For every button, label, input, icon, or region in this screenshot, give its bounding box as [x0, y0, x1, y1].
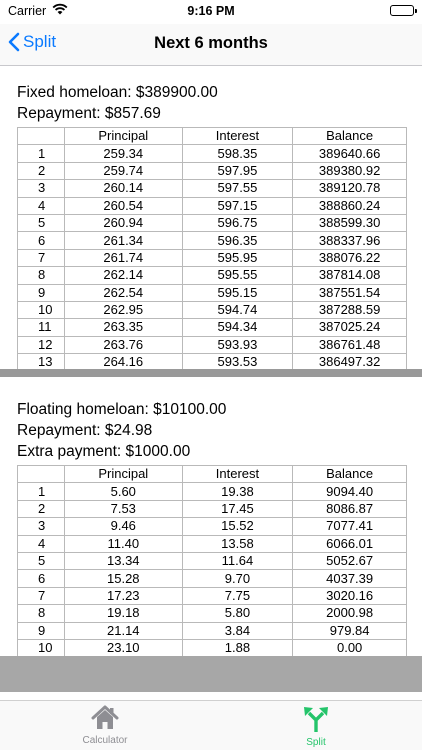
column-header: Interest	[182, 128, 293, 145]
floating-loan-table	[17, 465, 407, 657]
table-cell: 259.34	[64, 145, 182, 162]
tab-split-label: Split	[306, 737, 326, 748]
floating-loan-title: Floating homeloan: $10100.00	[17, 401, 227, 418]
table-cell: 17.23	[64, 587, 182, 604]
floating-loan-repayment: Repayment: $24.98	[17, 422, 153, 439]
table-cell: 389640.66	[293, 145, 407, 162]
column-header: Balance	[293, 128, 407, 145]
row-number: 10	[18, 301, 65, 318]
table-cell: 9.46	[64, 518, 182, 535]
table-cell: 7077.41	[293, 518, 407, 535]
table-cell: 259.74	[64, 162, 182, 179]
row-number: 7	[18, 249, 65, 266]
table-cell: 979.84	[293, 622, 407, 639]
table-cell: 11.40	[64, 535, 182, 552]
table-row	[18, 500, 407, 517]
column-header: Principal	[64, 466, 182, 483]
fixed-loan-title: Fixed homeloan: $389900.00	[17, 84, 218, 101]
table-cell: 595.55	[182, 267, 293, 284]
table-row	[18, 639, 407, 656]
row-number: 7	[18, 587, 65, 604]
table-cell: 13.58	[182, 535, 293, 552]
row-number: 5	[18, 552, 65, 569]
table-row	[18, 570, 407, 587]
row-number: 2	[18, 162, 65, 179]
table-cell: 594.74	[182, 301, 293, 318]
table-row	[18, 319, 407, 336]
navigation-bar	[0, 24, 422, 66]
table-row	[18, 622, 407, 639]
table-cell: 387551.54	[293, 284, 407, 301]
table-row	[18, 483, 407, 500]
table-row	[18, 180, 407, 197]
table-cell: 263.76	[64, 336, 182, 353]
table-row	[18, 249, 407, 266]
house-icon	[90, 705, 120, 731]
split-arrows-icon	[302, 705, 330, 733]
row-number: 11	[18, 319, 65, 336]
floating-loan-section	[0, 399, 422, 462]
table-cell: 387025.24	[293, 319, 407, 336]
column-header: Principal	[64, 128, 182, 145]
table-cell: 388076.22	[293, 249, 407, 266]
table-row	[18, 336, 407, 353]
table-row	[18, 214, 407, 231]
floating-loan-extra-payment: Extra payment: $1000.00	[17, 443, 191, 460]
table-cell: 7.53	[64, 500, 182, 517]
table-cell: 261.74	[64, 249, 182, 266]
table-cell: 260.54	[64, 197, 182, 214]
table-cell: 17.45	[182, 500, 293, 517]
table-cell: 596.75	[182, 214, 293, 231]
table-cell: 3020.16	[293, 587, 407, 604]
table-row	[18, 162, 407, 179]
table-cell: 262.95	[64, 301, 182, 318]
table-cell: 8086.87	[293, 500, 407, 517]
table-cell: 9094.40	[293, 483, 407, 500]
table-cell: 13.34	[64, 552, 182, 569]
section-divider	[0, 369, 422, 377]
table-cell: 389120.78	[293, 180, 407, 197]
table-cell: 19.18	[64, 605, 182, 622]
table-cell: 15.28	[64, 570, 182, 587]
tab-bar	[0, 700, 422, 750]
table-row	[18, 535, 407, 552]
row-number: 4	[18, 535, 65, 552]
column-header: Balance	[293, 466, 407, 483]
table-cell: 263.35	[64, 319, 182, 336]
table-cell: 264.16	[64, 354, 182, 371]
row-number: 2	[18, 500, 65, 517]
row-number: 12	[18, 336, 65, 353]
table-cell: 387814.08	[293, 267, 407, 284]
table-cell: 4037.39	[293, 570, 407, 587]
table-cell: 11.64	[182, 552, 293, 569]
battery-icon	[390, 5, 414, 16]
table-cell: 595.95	[182, 249, 293, 266]
table-row	[18, 605, 407, 622]
table-row	[18, 232, 407, 249]
fixed-loan-section	[0, 82, 422, 124]
column-header	[18, 466, 65, 483]
table-cell: 6066.01	[293, 535, 407, 552]
table-cell: 386761.48	[293, 336, 407, 353]
tab-split[interactable]	[266, 705, 366, 748]
row-number: 8	[18, 605, 65, 622]
table-cell: 593.93	[182, 336, 293, 353]
table-cell: 7.75	[182, 587, 293, 604]
row-number: 1	[18, 145, 65, 162]
carrier-label: Carrier	[8, 4, 47, 18]
table-row	[18, 552, 407, 569]
row-number: 8	[18, 267, 65, 284]
table-row	[18, 267, 407, 284]
fixed-loan-repayment: Repayment: $857.69	[17, 105, 161, 122]
table-cell: 5.60	[64, 483, 182, 500]
table-cell: 597.95	[182, 162, 293, 179]
table-cell: 598.35	[182, 145, 293, 162]
table-cell: 260.14	[64, 180, 182, 197]
clock: 9:16 PM	[187, 4, 235, 18]
table-cell: 5.80	[182, 605, 293, 622]
table-row	[18, 145, 407, 162]
table-row	[18, 587, 407, 604]
row-number: 6	[18, 232, 65, 249]
table-cell: 262.54	[64, 284, 182, 301]
table-row	[18, 301, 407, 318]
table-cell: 261.34	[64, 232, 182, 249]
status-bar	[0, 0, 422, 24]
table-row	[18, 518, 407, 535]
table-cell: 0.00	[293, 639, 407, 656]
table-cell: 388337.96	[293, 232, 407, 249]
table-cell: 594.34	[182, 319, 293, 336]
table-cell: 387288.59	[293, 301, 407, 318]
back-label: Split	[23, 32, 57, 51]
page-title: Next 6 months	[154, 34, 268, 52]
row-number: 3	[18, 180, 65, 197]
table-cell: 5052.67	[293, 552, 407, 569]
column-header	[18, 128, 65, 145]
row-number: 5	[18, 214, 65, 231]
table-cell: 597.55	[182, 180, 293, 197]
bottom-gray-area	[0, 656, 422, 692]
fixed-loan-table	[17, 127, 407, 371]
row-number: 10	[18, 639, 65, 656]
table-cell: 593.53	[182, 354, 293, 371]
row-number: 3	[18, 518, 65, 535]
row-number: 9	[18, 622, 65, 639]
table-cell: 260.94	[64, 214, 182, 231]
table-cell: 386497.32	[293, 354, 407, 371]
table-row	[18, 284, 407, 301]
table-cell: 3.84	[182, 622, 293, 639]
row-number: 6	[18, 570, 65, 587]
row-number: 13	[18, 354, 65, 371]
tab-calculator[interactable]	[55, 705, 155, 746]
table-cell: 388860.24	[293, 197, 407, 214]
table-cell: 597.15	[182, 197, 293, 214]
table-cell: 2000.98	[293, 605, 407, 622]
row-number: 4	[18, 197, 65, 214]
table-cell: 389380.92	[293, 162, 407, 179]
table-cell: 596.35	[182, 232, 293, 249]
table-cell: 9.70	[182, 570, 293, 587]
column-header: Interest	[182, 466, 293, 483]
table-cell: 1.88	[182, 639, 293, 656]
table-cell: 15.52	[182, 518, 293, 535]
tab-calculator-label: Calculator	[82, 735, 128, 746]
table-cell: 21.14	[64, 622, 182, 639]
table-row	[18, 197, 407, 214]
row-number: 9	[18, 284, 65, 301]
row-number: 1	[18, 483, 65, 500]
table-cell: 388599.30	[293, 214, 407, 231]
table-cell: 595.15	[182, 284, 293, 301]
table-cell: 19.38	[182, 483, 293, 500]
table-cell: 23.10	[64, 639, 182, 656]
table-cell: 262.14	[64, 267, 182, 284]
